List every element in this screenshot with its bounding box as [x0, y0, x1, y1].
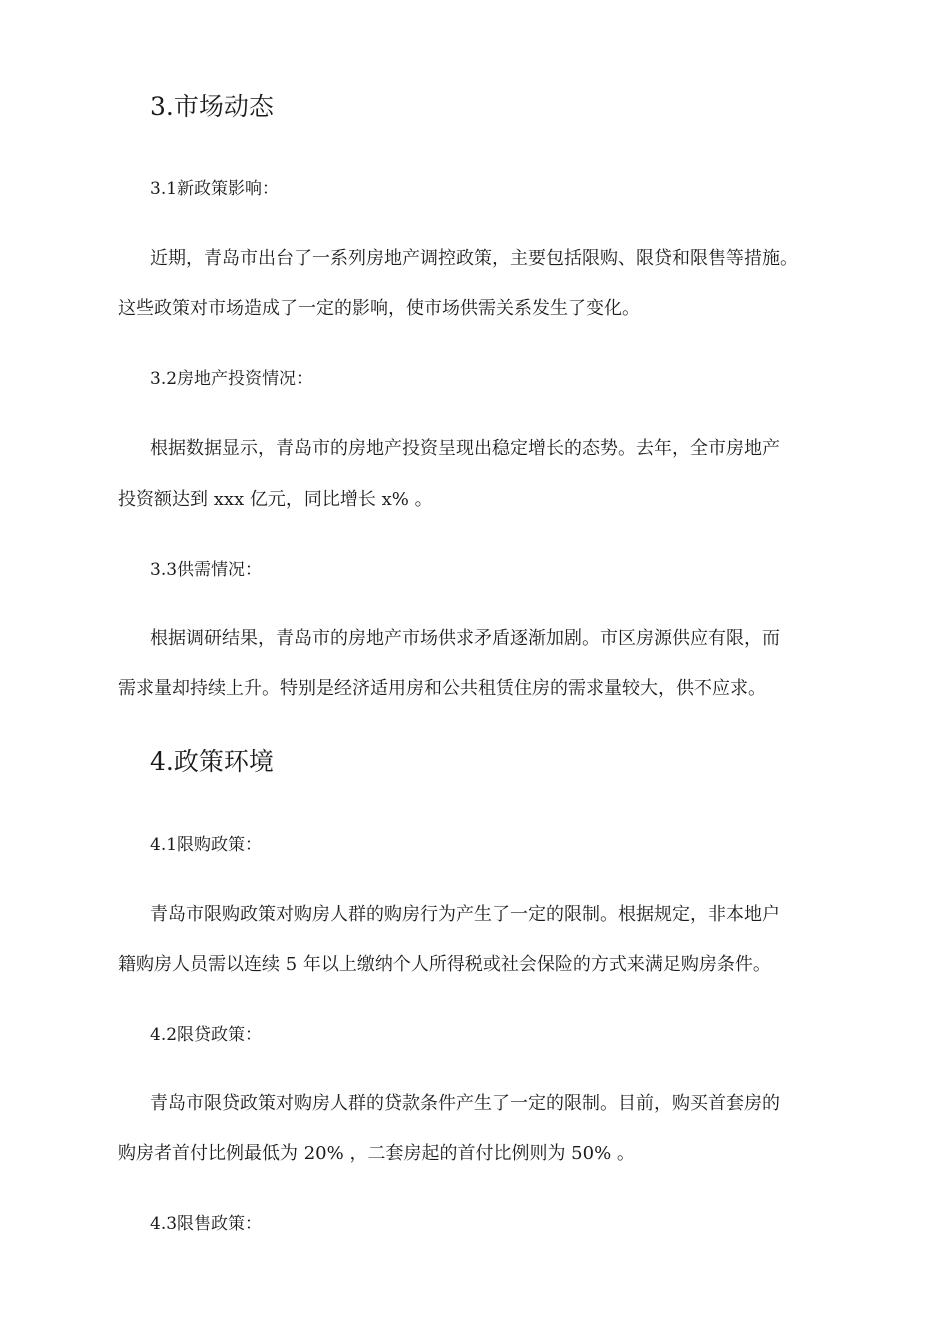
subsection-heading-3-1: 3.1新政策影响： [150, 179, 280, 199]
paragraph-line: 根据数据显示，青岛市的房地产投资呈现出稳定增长的态势。去年，全市房地产 [150, 438, 780, 459]
paragraph-line: 籍购房人员需以连续 5 年以上缴纳个人所得税或社会保险的方式来满足购房条件。 [118, 954, 771, 975]
paragraph-line: 青岛市限贷政策对购房人群的贷款条件产生了一定的限制。目前，购买首套房的 [150, 1093, 780, 1114]
paragraph-line: 根据调研结果，青岛市的房地产市场供求矛盾逐渐加剧。市区房源供应有限，而 [150, 628, 780, 649]
subsection-heading-4-3: 4.3限售政策： [150, 1214, 263, 1234]
paragraph-line: 近期，青岛市出台了一系列房地产调控政策，主要包括限购、限贷和限售等措施。 [150, 248, 798, 269]
subsection-heading-3-3: 3.3供需情况： [150, 560, 263, 580]
section-heading-4: 4.政策环境 [150, 747, 274, 776]
subsection-heading-4-2: 4.2限贷政策： [150, 1025, 263, 1045]
paragraph-line: 青岛市限购政策对购房人群的购房行为产生了一定的限制。根据规定，非本地户 [150, 904, 780, 925]
subsection-heading-4-1: 4.1限购政策： [150, 835, 263, 855]
paragraph-line: 购房者首付比例最低为 20% ，二套房起的首付比例则为 50% 。 [118, 1143, 635, 1164]
subsection-heading-3-2: 3.2房地产投资情况： [150, 369, 314, 389]
paragraph-line: 投资额达到 xxx 亿元，同比增长 x% 。 [118, 489, 433, 510]
section-heading-3: 3.市场动态 [150, 92, 274, 121]
paragraph-line: 这些政策对市场造成了一定的影响，使市场供需关系发生了变化。 [118, 298, 640, 319]
paragraph-line: 需求量却持续上升。特别是经济适用房和公共租赁住房的需求量较大，供不应求。 [118, 678, 766, 699]
